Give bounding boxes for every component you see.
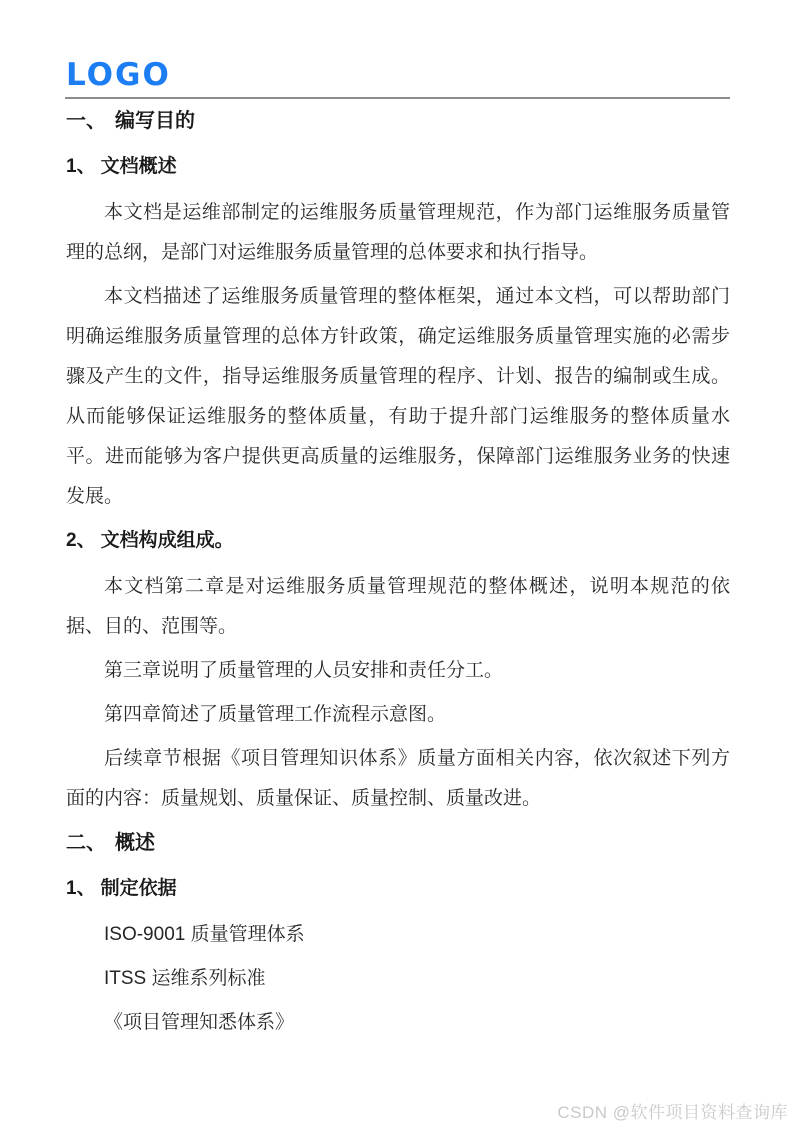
heading-number: 1、 <box>66 156 96 177</box>
heading-number: 2、 <box>66 530 96 551</box>
basis-item-iso9001: ISO-9001 质量管理体系 <box>104 924 305 945</box>
heading-text: 制定依据 <box>100 878 177 899</box>
basis-item-pmbok: 《项目管理知悉体系》 <box>104 1012 295 1033</box>
subheading-doc-structure <box>66 521 730 561</box>
paragraph-structure-3: 第四章简述了质量管理工作流程示意图。 <box>104 704 447 725</box>
company-logo: LOGO <box>66 57 171 93</box>
heading-summary <box>66 823 730 863</box>
page-header <box>66 58 734 99</box>
basis-item-itss: ITSS 运维系列标准 <box>104 968 266 989</box>
subheading-basis <box>66 869 730 909</box>
paragraph-structure-4: 后续章节根据《项目管理知识体系》质量方面相关内容，依次叙述下列方面的内容：质量规划、质量保证、质量控制、质量改进。 <box>66 748 730 809</box>
paragraph-overview-1: 本文档是运维部制定的运维服务质量管理规范，作为部门运维服务质量管理的总纲，是部门对运维服务质量管理的总体要求和执行指导。 <box>66 202 730 263</box>
heading-number: 1、 <box>66 878 96 899</box>
heading-text: 文档构成组成。 <box>100 530 234 551</box>
heading-text: 文档概述 <box>100 156 177 177</box>
header-divider <box>65 97 730 99</box>
subheading-doc-overview <box>66 147 730 187</box>
heading-number: 一、 <box>66 110 106 132</box>
heading-text: 编写目的 <box>115 110 195 132</box>
paragraph-structure-2: 第三章说明了质量管理的人员安排和责任分工。 <box>104 660 504 681</box>
paragraph-structure-1: 本文档第二章是对运维服务质量管理规范的整体概述，说明本规范的依据、目的、范围等。 <box>66 576 730 637</box>
watermark: CSDN @软件项目资料查询库 <box>557 1103 788 1122</box>
document-body <box>66 101 730 1043</box>
heading-write-purpose <box>66 101 730 141</box>
heading-number: 二、 <box>66 832 106 854</box>
heading-text: 概述 <box>115 832 155 854</box>
paragraph-overview-2: 本文档描述了运维服务质量管理的整体框架，通过本文档，可以帮助部门明确运维服务质量管理的总体方针政策，确定运维服务质量管理实施的必需步骤及产生的文件，指导运维服务质量管理的程序、计划、报告的编制或生成。从而能够保证运维服务的整体质量，有助于提升部门运维服务的整体质量水平。进而能够为客户提供更高质量的运维服务，保障部门运维服务业务的快速发展。 <box>66 286 730 507</box>
